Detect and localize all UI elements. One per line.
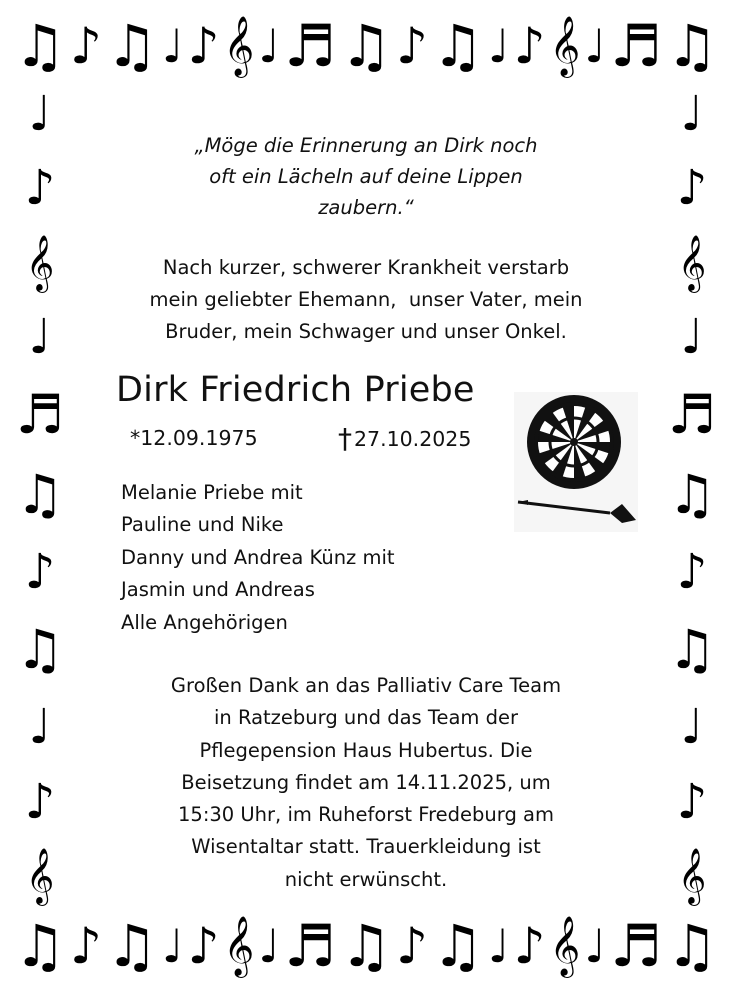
music-note-icon: ♩ [584,19,606,73]
music-note-icon: ♩ [487,19,510,73]
deceased-name: Dirk Friedrich Priebe [116,370,475,410]
thanks-line: Pflegepension Haus Hubertus. Die [199,738,533,762]
music-note-icon: ♪ [395,917,428,975]
music-note-icon: ♩ [487,919,510,973]
music-note-icon: ♪ [70,17,102,75]
cross-icon: † [338,422,352,455]
quote-line: zaubern.“ [318,196,414,219]
top-music-border [14,6,718,86]
birth-date: *12.09.1975 [130,426,258,450]
music-note-icon: ♪ [70,917,102,975]
thanks-line: Wisentaltar statt. Trauerkleidung ist [191,835,541,859]
music-note-icon: ♪ [395,17,428,75]
mourner-line: Pauline und Nike [121,513,284,537]
music-note-icon: ♬ [609,12,662,80]
music-note-icon: ♪ [187,17,220,75]
music-note-icon: ♪ [513,17,546,75]
music-note-icon: ♬ [667,382,717,446]
music-note-icon: ♬ [283,912,336,980]
music-note-icon: ♪ [676,544,708,601]
music-note-icon: ♩ [680,699,704,756]
music-note-icon: ♫ [665,12,718,80]
music-note-icon: ♬ [283,12,336,80]
mourner-line: Melanie Priebe mit [121,481,303,504]
music-note-icon: ♫ [105,912,158,980]
death-date: 27.10.2025 [354,427,472,451]
mourner-line: Alle Angehörigen [121,610,288,634]
music-note-icon: ♫ [431,12,484,80]
music-note-icon: ♬ [609,912,662,980]
music-note-icon: ♫ [667,617,717,681]
music-note-icon: ♩ [28,699,52,756]
thanks-line: nicht erwünscht. [284,867,448,891]
music-note-icon: ♪ [513,917,546,975]
music-note-icon: ♫ [14,12,66,80]
death-date-block [338,422,471,455]
thanks-line: Beisetzung findet am 14.11.2025, um [181,770,551,794]
music-note-icon: ♬ [15,382,65,446]
treble-clef-icon: 𝄞 [549,916,581,976]
thanks-line: Großen Dank an das Palliativ Care Team [170,674,562,697]
music-note-icon: ♪ [187,917,220,975]
music-note-icon: ♩ [258,919,280,973]
dartboard-icon [514,392,638,532]
music-note-icon: ♫ [665,912,718,980]
memorial-quote [140,130,592,223]
music-note-icon: ♩ [680,309,704,366]
left-music-border [10,86,70,904]
treble-clef-icon: 𝄞 [549,16,581,76]
music-note-icon: ♫ [339,12,392,80]
music-note-icon: ♫ [14,912,66,980]
bottom-music-border [14,906,718,986]
music-note-icon: ♫ [105,12,158,80]
music-note-icon: ♫ [667,462,717,526]
acknowledgement-text [130,670,602,896]
mourner-line: Jasmin und Andreas [121,578,315,602]
intro-line: Bruder, mein Schwager und unser Onkel. [165,320,567,343]
music-note-icon: ♪ [24,544,56,601]
music-note-icon: ♪ [24,773,56,830]
music-note-icon: ♪ [676,773,708,830]
music-note-icon: ♩ [161,19,184,73]
music-note-icon: ♫ [15,617,65,681]
mourners-list [121,477,395,639]
music-note-icon: ♫ [431,912,484,980]
thanks-line: 15:30 Uhr, im Ruheforst Fredeburg am [178,803,554,827]
treble-clef-icon: 𝄞 [677,234,707,291]
music-note-icon: ♫ [339,912,392,980]
treble-clef-icon: 𝄞 [223,916,255,976]
death-announcement [110,252,622,348]
quote-line: „Möge die Erinnerung an Dirk noch [194,134,538,157]
music-note-icon: ♫ [15,462,65,526]
quote-line: oft ein Lächeln auf deine Lippen [209,165,523,188]
mourner-line: Danny und Andrea Künz mit [121,545,395,569]
intro-line: mein geliebter Ehemann, unser Vater, mein [149,288,583,311]
music-note-icon: ♩ [584,919,606,973]
music-note-icon: ♪ [24,160,56,217]
treble-clef-icon: 𝄞 [25,847,55,904]
music-note-icon: ♩ [28,86,52,142]
music-note-icon: ♩ [28,309,52,366]
music-note-icon: ♩ [258,19,280,73]
right-music-border [662,86,722,904]
music-note-icon: ♩ [680,86,704,142]
treble-clef-icon: 𝄞 [677,847,707,904]
thanks-line: in Ratzeburg und das Team der [213,706,519,730]
music-note-icon: ♩ [161,919,184,973]
intro-line: Nach kurzer, schwerer Krankheit verstarb [162,256,570,279]
treble-clef-icon: 𝄞 [223,16,255,76]
treble-clef-icon: 𝄞 [25,234,55,291]
music-note-icon: ♪ [676,160,708,217]
